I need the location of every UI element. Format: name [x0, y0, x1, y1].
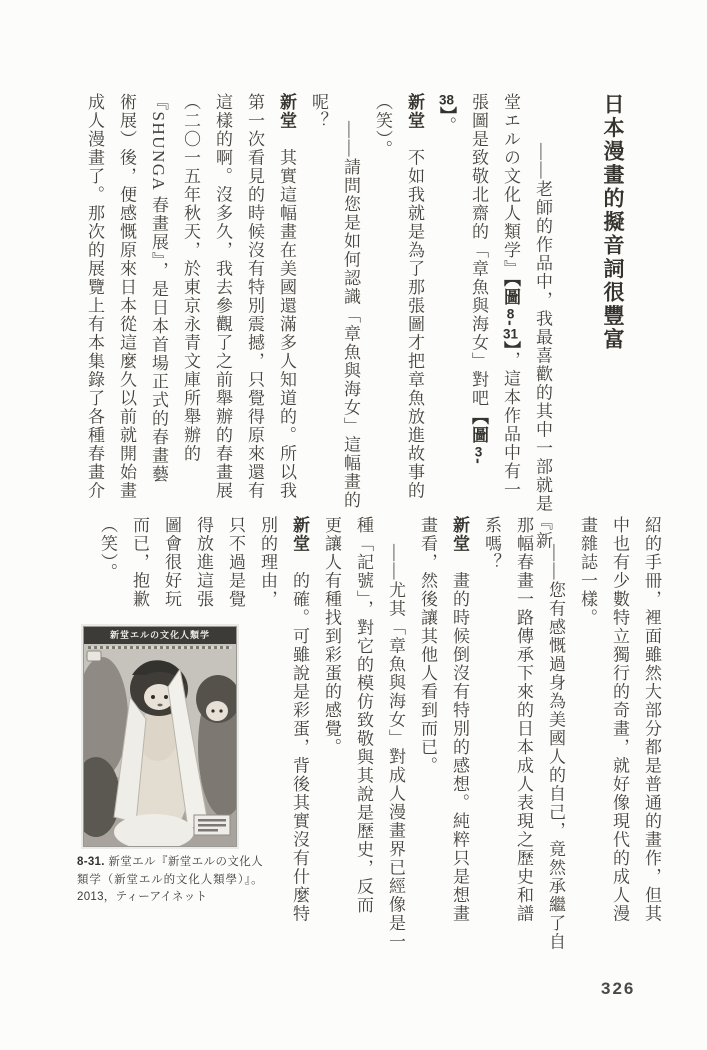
text-column — [270, 93, 302, 563]
text-run: 不如我就是為了那張圖才把章魚放進故事的 — [405, 130, 424, 500]
cover-title-text: 新堂エルの文化人類学 — [84, 627, 236, 644]
text-run: 這樣的啊。沒多久，我去參觀了之前舉辦的春畫展 — [213, 93, 232, 500]
text-run: 】 — [501, 340, 520, 351]
text-run: 【圖 — [501, 278, 520, 307]
text-column — [462, 93, 494, 563]
text-column — [571, 516, 603, 986]
text-column — [603, 516, 635, 986]
text-column — [347, 516, 379, 986]
text-run: ——您有感慨過身為美國人的自己，竟然承繼了自 — [546, 544, 565, 951]
text-run: 紹的手冊，裡面雖然大部分都是普通的畫作，但其 — [642, 516, 661, 923]
text-run: 3 — [474, 444, 483, 459]
text-run: 8 — [506, 306, 515, 321]
text-run: 種「記號」，對它的模仿致敬與其說是歷史，反而 — [354, 516, 373, 915]
text-run: 堂エルの文化人類学』 — [501, 93, 520, 278]
text-column — [635, 516, 667, 986]
text-run: 那幅春畫一路傳承下來的日本成人表現之歷史和譜 — [514, 516, 533, 923]
text-run: ——請問您是如何認識「章魚與海女」這幅畫的 — [341, 121, 360, 510]
text-run: 畫看，然後讓其他人看到而已。 — [418, 516, 437, 775]
text-run: 呢？ — [309, 93, 328, 130]
text-column — [174, 93, 206, 563]
text-column — [142, 93, 174, 563]
text-run: 其實這幅畫在美國還滿多人知道的。所以我 — [277, 130, 296, 500]
cover-subtitle-rule — [88, 646, 232, 649]
text-column — [475, 516, 507, 986]
text-column — [315, 516, 347, 986]
text-run: - — [501, 320, 520, 328]
text-column — [110, 93, 142, 563]
text-run: 畫的時候倒沒有特別的感想。純粹只是想畫 — [450, 553, 469, 923]
text-run: 張圖是致敬北齋的「章魚與海女」對吧 — [469, 93, 488, 408]
text-run: （笑）。 — [373, 93, 392, 159]
page-number: 326 — [601, 979, 636, 998]
text-run: 圖會很好玩 — [162, 516, 181, 609]
text-run: 新堂 — [405, 93, 424, 130]
text-column — [507, 516, 539, 986]
figure-caption — [77, 854, 263, 907]
text-column — [78, 93, 110, 563]
text-run: 日本漫畫的擬音詞很豐富 — [601, 93, 624, 352]
text-column — [494, 93, 526, 563]
text-run: 31 — [503, 327, 518, 341]
text-run: 】 — [437, 106, 456, 117]
book-cover-illustration — [84, 627, 236, 846]
text-column — [251, 516, 283, 986]
text-run: 新堂 — [450, 516, 469, 553]
text-column — [366, 93, 398, 563]
text-run: 畫雜誌一樣。 — [578, 516, 597, 627]
figure-caption-label: 8-31. — [77, 856, 105, 868]
text-run: 的確。可雖說是彩蛋，背後其實沒有什麼特 — [290, 553, 309, 923]
text-run: 只不過是覺 — [226, 516, 245, 609]
text-run: 更讓人有種找到彩蛋的感覺。 — [322, 516, 341, 757]
text-run: 術展）後，便感慨原來日本從這麼久以前就開始畫 — [117, 93, 136, 500]
text-run: 『SHUNGA 春畫展』，是日本首場正式的春畫藝 — [149, 93, 168, 484]
text-run: 系嗎？ — [482, 516, 501, 572]
text-column — [283, 516, 315, 986]
text-column — [398, 93, 430, 563]
text-run: 得放進這張 — [194, 516, 213, 609]
text-column — [238, 93, 270, 563]
text-run: - — [469, 458, 488, 466]
text-column — [539, 516, 571, 1014]
text-column — [411, 516, 443, 986]
text-run: 新堂 — [277, 93, 296, 130]
text-run: ，這本作品中有一 — [501, 350, 520, 499]
text-run: 成人漫畫了。那次的展覽上有本集錄了各種春畫介 — [85, 93, 104, 500]
text-column — [302, 93, 334, 563]
figure-8-31-cover — [83, 626, 237, 847]
text-run: ——老師的作品中，我最喜歡的其中一部就是『新 — [533, 143, 552, 550]
text-run: 中也有少數特立獨行的奇畫，就好像現代的成人漫 — [610, 516, 629, 923]
text-column — [443, 516, 475, 986]
text-run: 第一次看見的時候沒有特別震撼，只覺得原來還有 — [245, 93, 264, 500]
text-run: 。 — [437, 116, 456, 136]
text-column — [430, 93, 462, 563]
text-column — [206, 93, 238, 563]
figure-caption-text: 新堂エル『新堂エルの文化人類学（新堂エル的文化人類學）』。2013，ティーアイネット — [77, 856, 263, 903]
text-run: 【圖 — [469, 407, 488, 445]
text-run: 新堂 — [290, 516, 309, 553]
text-run: 別的理由， — [258, 516, 277, 609]
text-run: （笑）。 — [98, 516, 117, 582]
section-title — [594, 93, 630, 563]
text-run: 而已，抱歉 — [130, 516, 149, 609]
text-run: （二〇一五年秋天，於東京永青文庫所舉辦的 — [181, 93, 200, 463]
text-run: ——尤其「章魚與海女」對成人漫畫界已經像是一 — [386, 544, 405, 951]
text-run: 38 — [439, 93, 454, 107]
text-column — [379, 516, 411, 1014]
